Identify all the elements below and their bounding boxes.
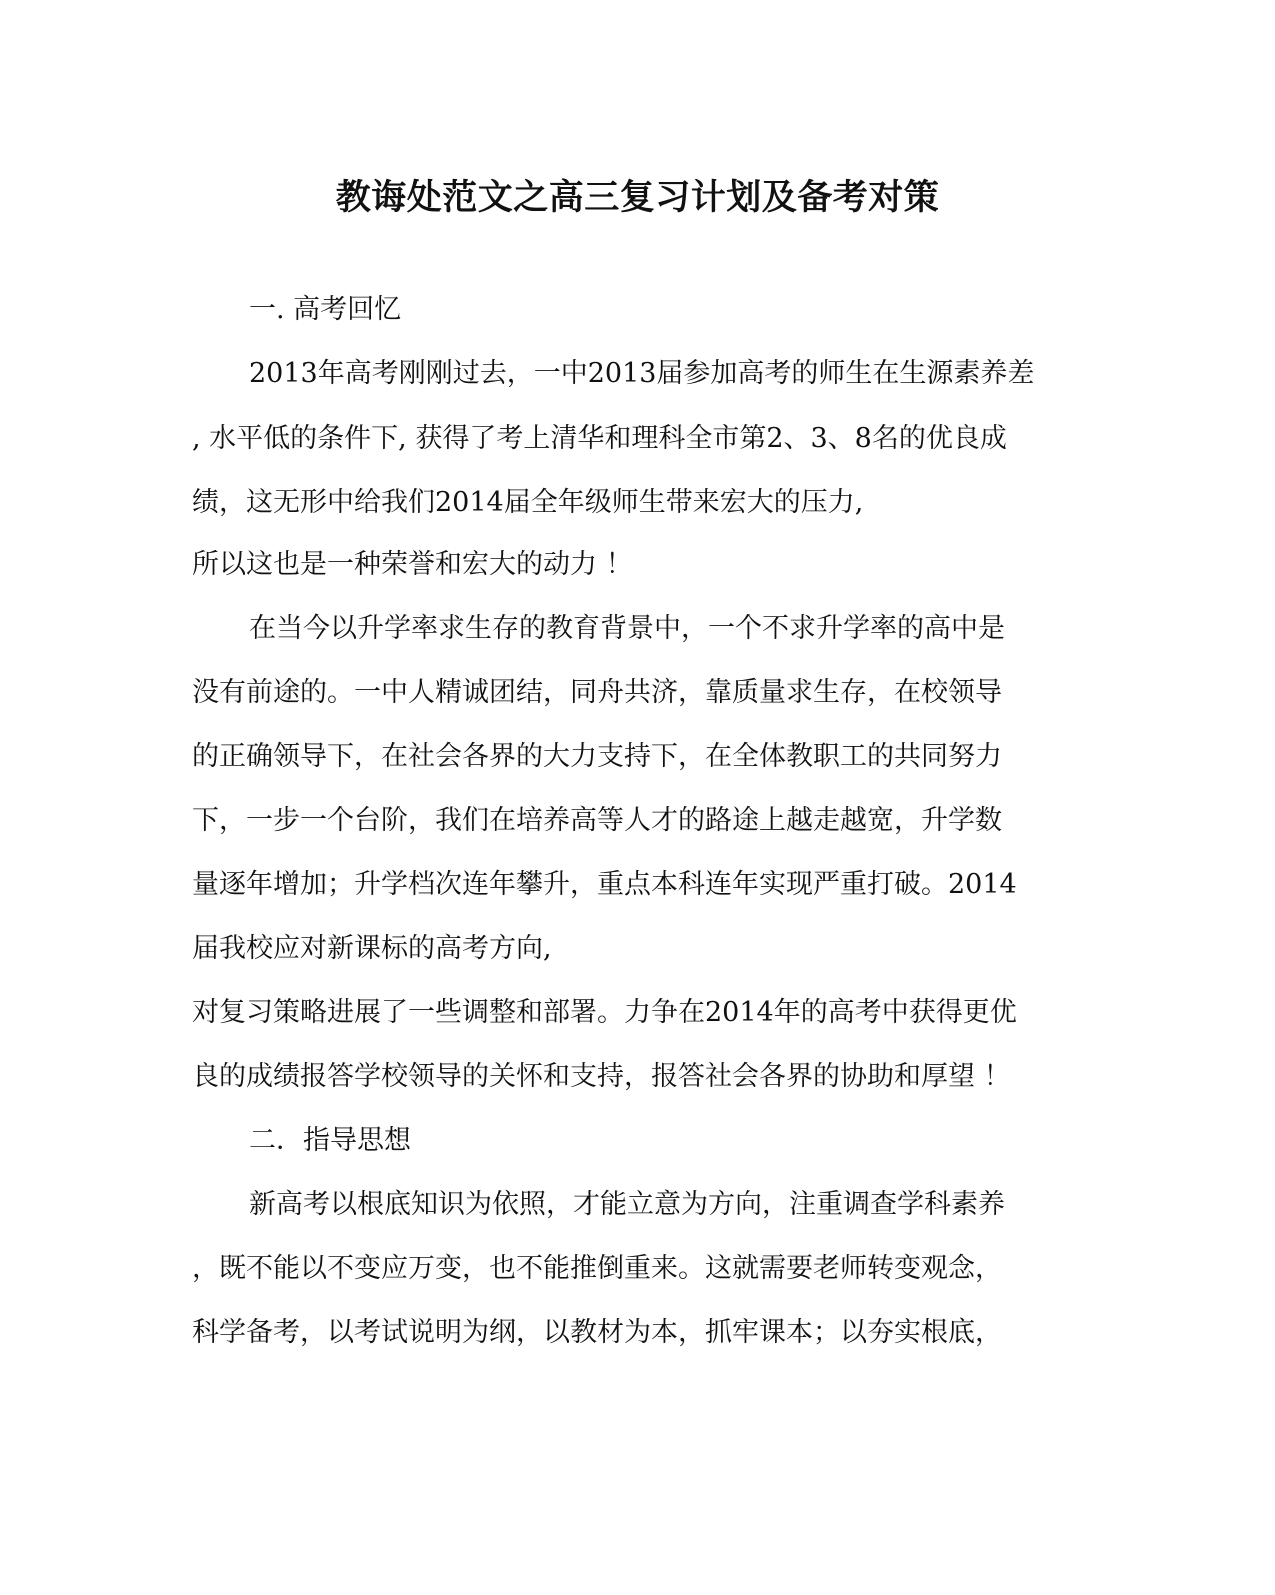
paragraph-line: 2013年高考刚刚过去，一中2013届参加高考的师生在生源素养差 [249,358,1035,389]
paragraph-line: 没有前途的。一中人精诚团结，同舟共济，靠质量求生存，在校领导 [192,677,1002,708]
section-heading-2: 二．指导思想 [249,1125,411,1156]
paragraph-line: 下，一步一个台阶，我们在培养高等人才的路途上越走越宽，升学数 [192,805,1002,836]
paragraph-line: 新高考以根底知识为依照，才能立意为方向，注重调查学科素养 [249,1189,1005,1220]
paragraph-line: 在当今以升学率求生存的教育背景中，一个不求升学率的高中是 [249,613,1005,644]
paragraph-line: 量逐年增加；升学档次连年攀升，重点本科连年实现严重打破。2014 [192,869,1017,900]
document-title: 教诲处范文之高三复习计划及备考对策 [335,177,940,218]
paragraph-line: 所以这也是一种荣誉和宏大的动力 ！ [192,549,633,580]
paragraph-line: 良的成绩报答学校领导的关怀和支持，报答社会各界的协助和厚望 ！ [192,1061,1011,1092]
paragraph-line: , 水平低的条件下, 获得了考上清华和理科全市第2、3、8名的优良成 [192,423,1007,454]
paragraph-line: 的正确领导下，在社会各界的大力支持下，在全体教职工的共同努力 [192,741,1002,772]
paragraph-line: 科学备考，以考试说明为纲，以教材为本，抓牢课本；以夯实根底， [192,1317,1002,1348]
paragraph-line: 绩，这无形中给我们2014届全年级师生带来宏大的压力, [192,487,864,518]
paragraph-line: 对复习策略进展了一些调整和部署。力争在2014年的高考中获得更优 [192,997,1017,1028]
section-heading-1: 一. 高考回忆 [249,294,402,325]
paragraph-line: ，既不能以不变应万变，也不能推倒重来。这就需要老师转变观念， [192,1253,1002,1284]
paragraph-line: 届我校应对新课标的高考方向, [192,933,552,964]
